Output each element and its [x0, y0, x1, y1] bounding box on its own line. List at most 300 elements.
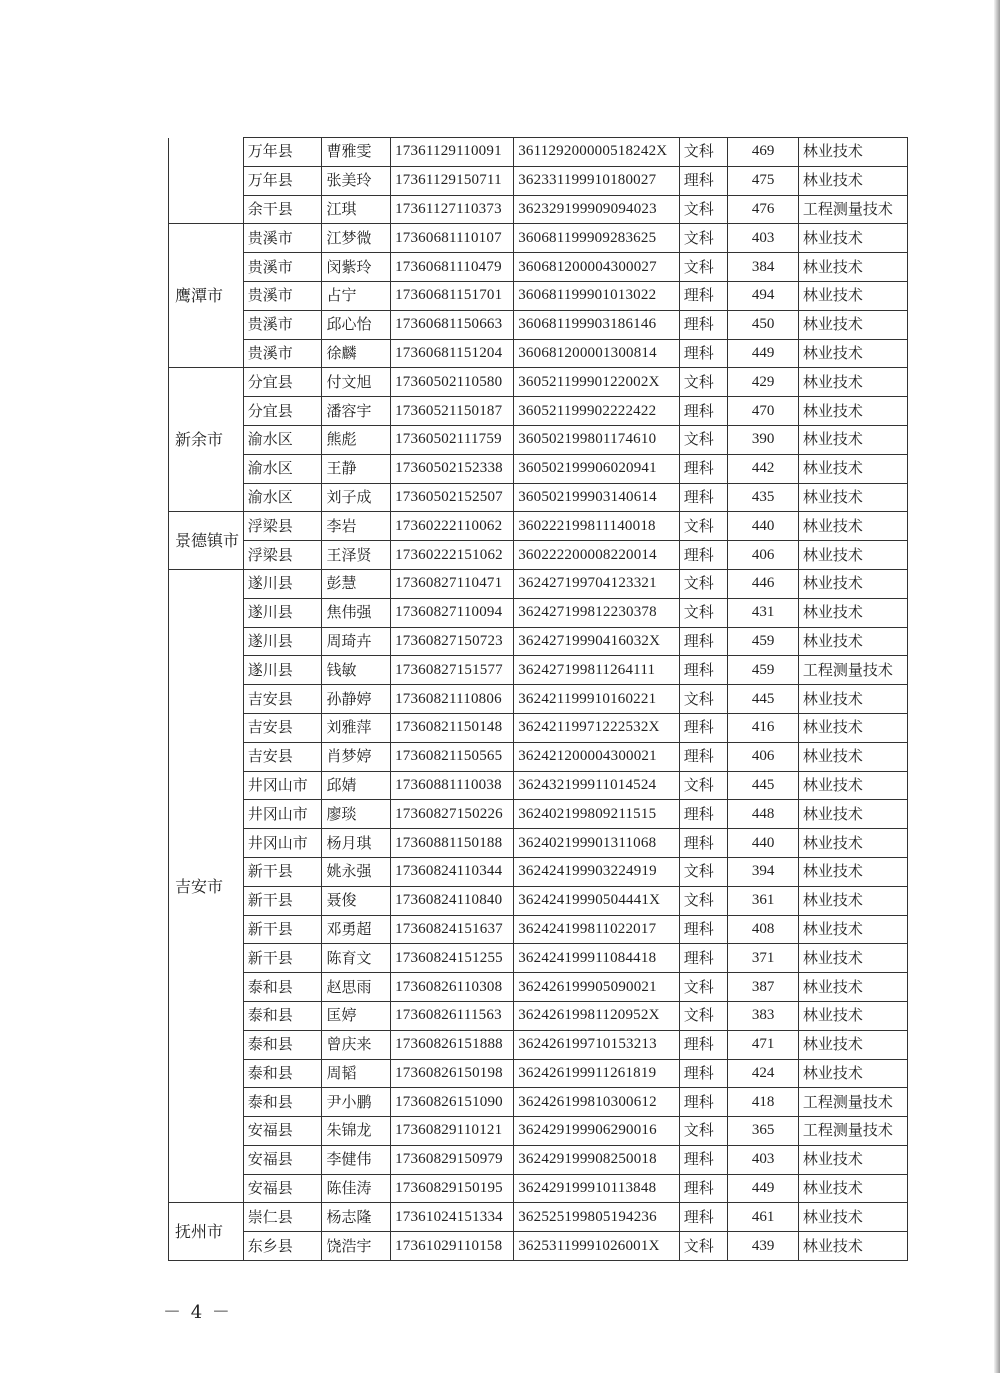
major-cell: 林业技术: [798, 1001, 907, 1030]
exam-number-cell: 17360502152338: [391, 454, 514, 483]
table-row: [169, 742, 908, 771]
category-cell: 理科: [679, 397, 727, 426]
category-cell: 文科: [679, 512, 727, 541]
table-row: [169, 1145, 908, 1174]
id-number-cell: 36242419990504441X: [514, 886, 680, 915]
major-cell: 林业技术: [798, 166, 907, 195]
county-cell: 万年县: [243, 138, 322, 167]
table-row: [169, 800, 908, 829]
county-cell: 分宜县: [243, 397, 322, 426]
score-cell: 446: [728, 569, 799, 598]
county-cell: 安福县: [243, 1117, 322, 1146]
category-cell: 文科: [679, 1117, 727, 1146]
major-cell: 林业技术: [798, 253, 907, 282]
score-cell: 371: [728, 944, 799, 973]
score-cell: 429: [728, 368, 799, 397]
id-number-cell: 362432199911014524: [514, 771, 680, 800]
score-cell: 445: [728, 685, 799, 714]
exam-number-cell: 17360826150198: [391, 1059, 514, 1088]
category-cell: 理科: [679, 281, 727, 310]
name-cell: 王静: [322, 454, 391, 483]
id-number-cell: 362421199910160221: [514, 685, 680, 714]
major-cell: 林业技术: [798, 829, 907, 858]
id-number-cell: 362427199812230378: [514, 598, 680, 627]
table-row: [169, 1232, 908, 1261]
score-cell: 403: [728, 224, 799, 253]
exam-number-cell: 17360827150723: [391, 627, 514, 656]
table-row: [169, 1174, 908, 1203]
exam-number-cell: 17360821150148: [391, 713, 514, 742]
county-cell: 贵溪市: [243, 253, 322, 282]
county-cell: 浮梁县: [243, 512, 322, 541]
id-number-cell: 362402199809211515: [514, 800, 680, 829]
county-cell: 渝水区: [243, 483, 322, 512]
score-cell: 403: [728, 1145, 799, 1174]
score-cell: 440: [728, 512, 799, 541]
city-cell: [169, 138, 244, 224]
county-cell: 新干县: [243, 857, 322, 886]
category-cell: 理科: [679, 800, 727, 829]
category-cell: 理科: [679, 1203, 727, 1232]
table-row: [169, 397, 908, 426]
major-cell: 工程测量技术: [798, 1117, 907, 1146]
name-cell: 匡婷: [322, 1001, 391, 1030]
exam-number-cell: 17360826111563: [391, 1001, 514, 1030]
major-cell: 林业技术: [798, 598, 907, 627]
id-number-cell: 362427199811264111: [514, 656, 680, 685]
major-cell: 林业技术: [798, 368, 907, 397]
name-cell: 陈育文: [322, 944, 391, 973]
major-cell: 林业技术: [798, 915, 907, 944]
id-number-cell: 362424199911084418: [514, 944, 680, 973]
name-cell: 陈佳涛: [322, 1174, 391, 1203]
major-cell: 林业技术: [798, 713, 907, 742]
exam-number-cell: 17361129110091: [391, 138, 514, 167]
major-cell: 林业技术: [798, 944, 907, 973]
score-cell: 459: [728, 656, 799, 685]
county-cell: 渝水区: [243, 454, 322, 483]
category-cell: 文科: [679, 195, 727, 224]
table-row: [169, 598, 908, 627]
category-cell: 文科: [679, 973, 727, 1002]
name-cell: 曹雅雯: [322, 138, 391, 167]
name-cell: 占宁: [322, 281, 391, 310]
exam-number-cell: 17360824110840: [391, 886, 514, 915]
county-cell: 崇仁县: [243, 1203, 322, 1232]
id-number-cell: 362427199704123321: [514, 569, 680, 598]
id-number-cell: 362525199805194236: [514, 1203, 680, 1232]
name-cell: 江琪: [322, 195, 391, 224]
category-cell: 文科: [679, 598, 727, 627]
exam-number-cell: 17360821110806: [391, 685, 514, 714]
county-cell: 遂川县: [243, 627, 322, 656]
name-cell: 钱敏: [322, 656, 391, 685]
county-cell: 泰和县: [243, 1059, 322, 1088]
score-cell: 476: [728, 195, 799, 224]
score-cell: 416: [728, 713, 799, 742]
id-number-cell: 360681199901013022: [514, 281, 680, 310]
id-number-cell: 360222200008220014: [514, 541, 680, 570]
name-cell: 熊彪: [322, 425, 391, 454]
county-cell: 井冈山市: [243, 800, 322, 829]
name-cell: 曾庆来: [322, 1030, 391, 1059]
exam-number-cell: 17360824151255: [391, 944, 514, 973]
major-cell: 工程测量技术: [798, 656, 907, 685]
name-cell: 姚永强: [322, 857, 391, 886]
score-cell: 418: [728, 1088, 799, 1117]
table-row: [169, 1088, 908, 1117]
name-cell: 焦伟强: [322, 598, 391, 627]
table-row: [169, 886, 908, 915]
exam-number-cell: 17360821150565: [391, 742, 514, 771]
admission-table: [168, 137, 908, 1261]
exam-number-cell: 17360824151637: [391, 915, 514, 944]
score-cell: 383: [728, 1001, 799, 1030]
table-row: [169, 483, 908, 512]
id-number-cell: 360222199811140018: [514, 512, 680, 541]
exam-number-cell: 17360826151090: [391, 1088, 514, 1117]
score-cell: 431: [728, 598, 799, 627]
name-cell: 徐麟: [322, 339, 391, 368]
category-cell: 理科: [679, 1088, 727, 1117]
score-cell: 387: [728, 973, 799, 1002]
county-cell: 贵溪市: [243, 281, 322, 310]
table-row: [169, 224, 908, 253]
id-number-cell: 362426199710153213: [514, 1030, 680, 1059]
score-cell: 448: [728, 800, 799, 829]
category-cell: 理科: [679, 1030, 727, 1059]
table-row: [169, 454, 908, 483]
table-row: [169, 829, 908, 858]
county-cell: 东乡县: [243, 1232, 322, 1261]
major-cell: 林业技术: [798, 281, 907, 310]
id-number-cell: 360502199903140614: [514, 483, 680, 512]
name-cell: 彭慧: [322, 569, 391, 598]
exam-number-cell: 17360681150663: [391, 310, 514, 339]
name-cell: 刘子成: [322, 483, 391, 512]
id-number-cell: 360681199909283625: [514, 224, 680, 253]
id-number-cell: 362429199910113848: [514, 1174, 680, 1203]
category-cell: 文科: [679, 253, 727, 282]
name-cell: 赵思雨: [322, 973, 391, 1002]
category-cell: 理科: [679, 742, 727, 771]
city-cell: 景德镇市: [169, 512, 244, 570]
exam-number-cell: 17360222151062: [391, 541, 514, 570]
table-row: [169, 944, 908, 973]
major-cell: 林业技术: [798, 138, 907, 167]
city-cell: 新余市: [169, 368, 244, 512]
category-cell: 理科: [679, 1174, 727, 1203]
city-cell: 抚州市: [169, 1203, 244, 1261]
score-cell: 459: [728, 627, 799, 656]
category-cell: 理科: [679, 310, 727, 339]
table-row: [169, 685, 908, 714]
name-cell: 闵紫玲: [322, 253, 391, 282]
id-number-cell: 362429199908250018: [514, 1145, 680, 1174]
county-cell: 泰和县: [243, 1088, 322, 1117]
id-number-cell: 362429199906290016: [514, 1117, 680, 1146]
score-cell: 461: [728, 1203, 799, 1232]
table-row: [169, 281, 908, 310]
exam-number-cell: 17360222110062: [391, 512, 514, 541]
score-cell: 406: [728, 742, 799, 771]
major-cell: 林业技术: [798, 1145, 907, 1174]
category-cell: 文科: [679, 368, 727, 397]
table-row: [169, 771, 908, 800]
score-cell: 394: [728, 857, 799, 886]
county-cell: 贵溪市: [243, 339, 322, 368]
name-cell: 饶浩宇: [322, 1232, 391, 1261]
exam-number-cell: 17360681151204: [391, 339, 514, 368]
exam-number-cell: 17360681110479: [391, 253, 514, 282]
name-cell: 付文旭: [322, 368, 391, 397]
major-cell: 林业技术: [798, 857, 907, 886]
name-cell: 肖梦婷: [322, 742, 391, 771]
major-cell: 林业技术: [798, 1030, 907, 1059]
table-row: [169, 541, 908, 570]
exam-number-cell: 17361029110158: [391, 1232, 514, 1261]
major-cell: 林业技术: [798, 771, 907, 800]
county-cell: 渝水区: [243, 425, 322, 454]
category-cell: 理科: [679, 627, 727, 656]
id-number-cell: 362424199903224919: [514, 857, 680, 886]
exam-number-cell: 17360521150187: [391, 397, 514, 426]
id-number-cell: 362329199909094023: [514, 195, 680, 224]
name-cell: 李岩: [322, 512, 391, 541]
id-number-cell: 362402199901311068: [514, 829, 680, 858]
score-cell: 449: [728, 1174, 799, 1203]
table-body: [169, 138, 908, 1261]
county-cell: 遂川县: [243, 598, 322, 627]
category-cell: 理科: [679, 829, 727, 858]
exam-number-cell: 17360681110107: [391, 224, 514, 253]
exam-number-cell: 17360502110580: [391, 368, 514, 397]
name-cell: 聂俊: [322, 886, 391, 915]
county-cell: 安福县: [243, 1174, 322, 1203]
county-cell: 安福县: [243, 1145, 322, 1174]
scan-edge: [994, 0, 1000, 1373]
table-row: [169, 166, 908, 195]
id-number-cell: 360521199902222422: [514, 397, 680, 426]
score-cell: 365: [728, 1117, 799, 1146]
table-row: [169, 627, 908, 656]
category-cell: 理科: [679, 1145, 727, 1174]
category-cell: 理科: [679, 454, 727, 483]
county-cell: 分宜县: [243, 368, 322, 397]
score-cell: 361: [728, 886, 799, 915]
exam-number-cell: 17360826110308: [391, 973, 514, 1002]
county-cell: 泰和县: [243, 1030, 322, 1059]
major-cell: 林业技术: [798, 973, 907, 1002]
name-cell: 孙静婷: [322, 685, 391, 714]
table-row: [169, 1117, 908, 1146]
name-cell: 江梦微: [322, 224, 391, 253]
category-cell: 理科: [679, 915, 727, 944]
id-number-cell: 360502199801174610: [514, 425, 680, 454]
id-number-cell: 360681200001300814: [514, 339, 680, 368]
name-cell: 王泽贤: [322, 541, 391, 570]
major-cell: 工程测量技术: [798, 1088, 907, 1117]
major-cell: 林业技术: [798, 800, 907, 829]
category-cell: 文科: [679, 138, 727, 167]
score-cell: 408: [728, 915, 799, 944]
county-cell: 吉安县: [243, 742, 322, 771]
category-cell: 理科: [679, 1059, 727, 1088]
table-row: [169, 368, 908, 397]
score-cell: 450: [728, 310, 799, 339]
score-cell: 440: [728, 829, 799, 858]
county-cell: 新干县: [243, 915, 322, 944]
table-row: [169, 1203, 908, 1232]
score-cell: 406: [728, 541, 799, 570]
city-cell: 鹰潭市: [169, 224, 244, 368]
score-cell: 439: [728, 1232, 799, 1261]
exam-number-cell: 17361129150711: [391, 166, 514, 195]
table-row: [169, 1001, 908, 1030]
county-cell: 吉安县: [243, 685, 322, 714]
table-row: [169, 339, 908, 368]
county-cell: 遂川县: [243, 656, 322, 685]
exam-number-cell: 17360827110094: [391, 598, 514, 627]
category-cell: 文科: [679, 569, 727, 598]
county-cell: 泰和县: [243, 973, 322, 1002]
county-cell: 井冈山市: [243, 829, 322, 858]
major-cell: 林业技术: [798, 886, 907, 915]
score-cell: 494: [728, 281, 799, 310]
id-number-cell: 362426199911261819: [514, 1059, 680, 1088]
exam-number-cell: 17360502152507: [391, 483, 514, 512]
category-cell: 文科: [679, 224, 727, 253]
name-cell: 周琦卉: [322, 627, 391, 656]
score-cell: 445: [728, 771, 799, 800]
county-cell: 新干县: [243, 886, 322, 915]
exam-number-cell: 17360502111759: [391, 425, 514, 454]
category-cell: 理科: [679, 713, 727, 742]
county-cell: 余干县: [243, 195, 322, 224]
county-cell: 井冈山市: [243, 771, 322, 800]
major-cell: 林业技术: [798, 1232, 907, 1261]
score-cell: 475: [728, 166, 799, 195]
id-number-cell: 360502199906020941: [514, 454, 680, 483]
name-cell: 廖琰: [322, 800, 391, 829]
county-cell: 吉安县: [243, 713, 322, 742]
table-row: [169, 973, 908, 1002]
category-cell: 文科: [679, 886, 727, 915]
name-cell: 周韬: [322, 1059, 391, 1088]
category-cell: 文科: [679, 425, 727, 454]
score-cell: 469: [728, 138, 799, 167]
table-row: [169, 1059, 908, 1088]
county-cell: 遂川县: [243, 569, 322, 598]
category-cell: 理科: [679, 541, 727, 570]
county-cell: 浮梁县: [243, 541, 322, 570]
name-cell: 张美玲: [322, 166, 391, 195]
exam-number-cell: 17360827151577: [391, 656, 514, 685]
major-cell: 林业技术: [798, 339, 907, 368]
name-cell: 潘容宇: [322, 397, 391, 426]
category-cell: 文科: [679, 1001, 727, 1030]
exam-number-cell: 17360829110121: [391, 1117, 514, 1146]
county-cell: 泰和县: [243, 1001, 322, 1030]
id-number-cell: 36242719990416032X: [514, 627, 680, 656]
table-row: [169, 656, 908, 685]
major-cell: 林业技术: [798, 1059, 907, 1088]
table-row: [169, 310, 908, 339]
id-number-cell: 361129200000518242X: [514, 138, 680, 167]
exam-number-cell: 17361024151334: [391, 1203, 514, 1232]
major-cell: 林业技术: [798, 454, 907, 483]
table-row: [169, 253, 908, 282]
major-cell: 林业技术: [798, 541, 907, 570]
name-cell: 杨志隆: [322, 1203, 391, 1232]
major-cell: 林业技术: [798, 224, 907, 253]
exam-number-cell: 17360824110344: [391, 857, 514, 886]
exam-number-cell: 17361127110373: [391, 195, 514, 224]
exam-number-cell: 17360827150226: [391, 800, 514, 829]
table-row: [169, 512, 908, 541]
table-row: [169, 425, 908, 454]
id-number-cell: 360681200004300027: [514, 253, 680, 282]
exam-number-cell: 17360826151888: [391, 1030, 514, 1059]
id-number-cell: 362424199811022017: [514, 915, 680, 944]
major-cell: 林业技术: [798, 742, 907, 771]
id-number-cell: 36242619981120952X: [514, 1001, 680, 1030]
category-cell: 文科: [679, 1232, 727, 1261]
table-row: [169, 569, 908, 598]
name-cell: 邱心怡: [322, 310, 391, 339]
id-number-cell: 362421200004300021: [514, 742, 680, 771]
page-number: － 4 －: [163, 1302, 232, 1323]
score-cell: 470: [728, 397, 799, 426]
category-cell: 理科: [679, 339, 727, 368]
id-number-cell: 362426199810300612: [514, 1088, 680, 1117]
category-cell: 理科: [679, 483, 727, 512]
name-cell: 尹小鹏: [322, 1088, 391, 1117]
major-cell: 林业技术: [798, 1174, 907, 1203]
exam-number-cell: 17360881150188: [391, 829, 514, 858]
category-cell: 文科: [679, 771, 727, 800]
county-cell: 新干县: [243, 944, 322, 973]
city-cell: 吉安市: [169, 569, 244, 1203]
county-cell: 贵溪市: [243, 310, 322, 339]
name-cell: 朱锦龙: [322, 1117, 391, 1146]
major-cell: 工程测量技术: [798, 195, 907, 224]
major-cell: 林业技术: [798, 569, 907, 598]
table-row: [169, 138, 908, 167]
county-cell: 贵溪市: [243, 224, 322, 253]
major-cell: 林业技术: [798, 685, 907, 714]
exam-number-cell: 17360681151701: [391, 281, 514, 310]
id-number-cell: 36242119971222532X: [514, 713, 680, 742]
name-cell: 李健伟: [322, 1145, 391, 1174]
exam-number-cell: 17360829150979: [391, 1145, 514, 1174]
category-cell: 文科: [679, 685, 727, 714]
score-cell: 435: [728, 483, 799, 512]
table-row: [169, 195, 908, 224]
score-cell: 390: [728, 425, 799, 454]
exam-number-cell: 17360827110471: [391, 569, 514, 598]
table-row: [169, 857, 908, 886]
major-cell: 林业技术: [798, 397, 907, 426]
table-row: [169, 1030, 908, 1059]
category-cell: 理科: [679, 944, 727, 973]
county-cell: 万年县: [243, 166, 322, 195]
major-cell: 林业技术: [798, 310, 907, 339]
category-cell: 理科: [679, 656, 727, 685]
score-cell: 449: [728, 339, 799, 368]
major-cell: 林业技术: [798, 483, 907, 512]
score-cell: 424: [728, 1059, 799, 1088]
